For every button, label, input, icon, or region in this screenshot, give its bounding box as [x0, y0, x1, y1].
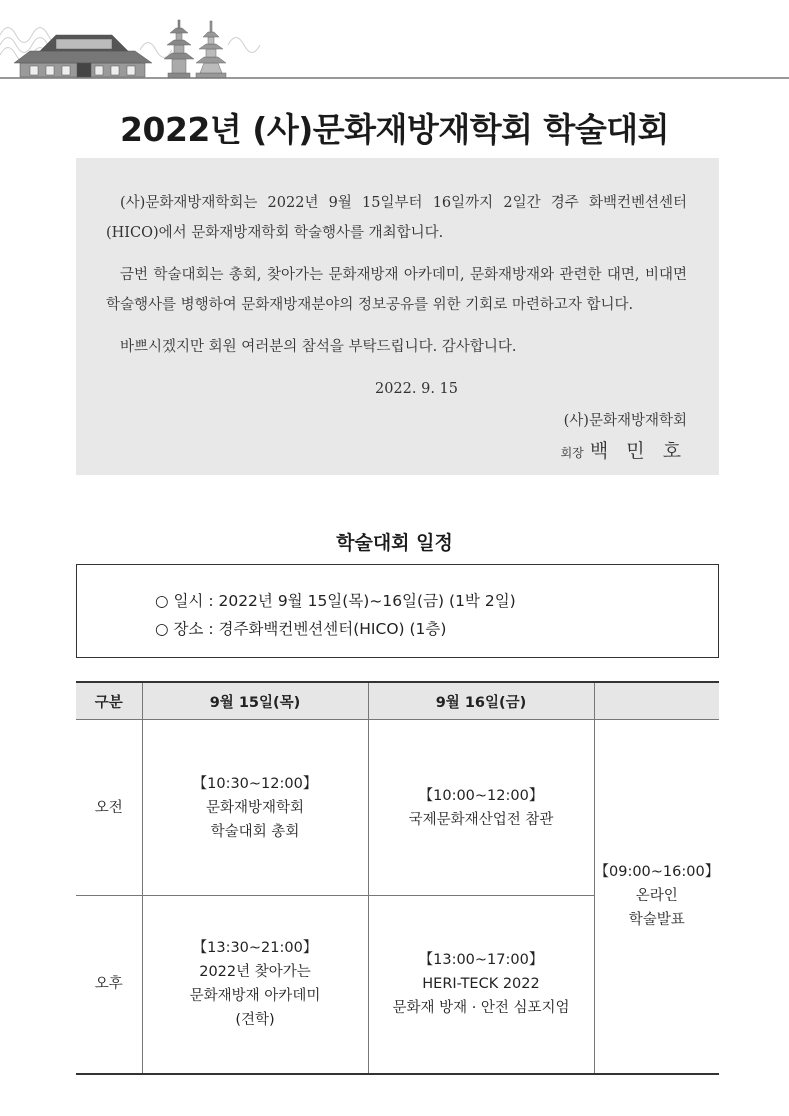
- header-category: 구분: [76, 682, 142, 720]
- pagoda-left: [164, 20, 194, 78]
- morning-day2-line: 국제문화재산업전 참관: [408, 811, 554, 828]
- schedule-title: 학술대회 일정: [336, 532, 453, 554]
- signer-role: 회장: [560, 446, 584, 460]
- intro-organization: (사)문화재방재학회: [563, 413, 687, 429]
- header-illustration: [0, 15, 789, 81]
- intro-box: [76, 158, 719, 475]
- afternoon-day2-cell: [368, 896, 594, 1074]
- intro-paragraph: 바쁘시겠지만 회원 여러분의 참석을 부탁드립니다. 감사합니다.: [120, 339, 517, 355]
- schedule-table: [76, 681, 719, 1075]
- intro-date: 2022. 9. 15: [374, 381, 458, 397]
- header-day2: 9월 16일(금): [368, 682, 594, 720]
- online-cell: [594, 720, 719, 1074]
- online-time: 【09:00~16:00】: [594, 864, 720, 881]
- page-title: 2022년 (사)문화재방재학회 학술대회: [120, 110, 669, 149]
- pagoda-right: [196, 21, 226, 78]
- morning-day2-time: 【10:00~12:00】: [418, 787, 544, 804]
- afternoon-day2-line: 문화재 방재 · 안전 심포지엄: [392, 1000, 570, 1017]
- header-day1: 9월 15일(목): [142, 682, 368, 720]
- morning-day2-cell: [368, 720, 594, 896]
- table-row-morning: [76, 720, 719, 896]
- intro-signature: [106, 436, 687, 468]
- afternoon-label: 오후: [76, 896, 142, 1074]
- intro-paragraph: 금번 학술대회는 총회, 찾아가는 문화재방재 아카데미, 문화재방재와 관련한 대면, 비대면 학술행사를 병행하여 문화재방재분야의 정보공유를 위한 기회로 마련하고자 합니다.: [106, 267, 687, 313]
- online-line: 온라인: [635, 888, 678, 905]
- morning-day1-time: 【10:30~12:00】: [192, 775, 318, 792]
- header-online: [594, 682, 719, 720]
- event-info-box: [76, 564, 719, 658]
- afternoon-day1-line: (견학): [235, 1012, 275, 1029]
- afternoon-day1-line: 2022년 찾아가는: [199, 964, 311, 981]
- online-line: 학술발표: [628, 912, 685, 929]
- morning-day1-line: 문화재방재학회: [205, 799, 305, 816]
- intro-paragraph: (사)문화재방재학회는 2022년 9월 15일부터 16일까지 2일간 경주 화백컨벤션센터(HICO)에서 문화재방재학회 학술행사를 개최합니다.: [106, 195, 687, 241]
- event-date-line: ○ 일시 : 2022년 9월 15일(목)~16일(금) (1박 2일): [155, 592, 516, 610]
- morning-day1-line: 학술대회 총회: [210, 823, 300, 840]
- afternoon-day2-line: HERI-TECK 2022: [422, 976, 540, 993]
- morning-day1-cell: [142, 720, 368, 896]
- morning-label: 오전: [76, 720, 142, 896]
- table-header-row: [76, 682, 719, 720]
- afternoon-day2-time: 【13:00~17:00】: [418, 952, 544, 969]
- afternoon-day1-line: 문화재방재 아카데미: [189, 988, 321, 1005]
- event-venue-line: ○ 장소 : 경주화백컨벤션센터(HICO) (1층): [155, 620, 447, 638]
- signer-name: 백 민 호: [589, 440, 687, 462]
- afternoon-day1-time: 【13:30~21:00】: [192, 940, 318, 957]
- afternoon-day1-cell: [142, 896, 368, 1074]
